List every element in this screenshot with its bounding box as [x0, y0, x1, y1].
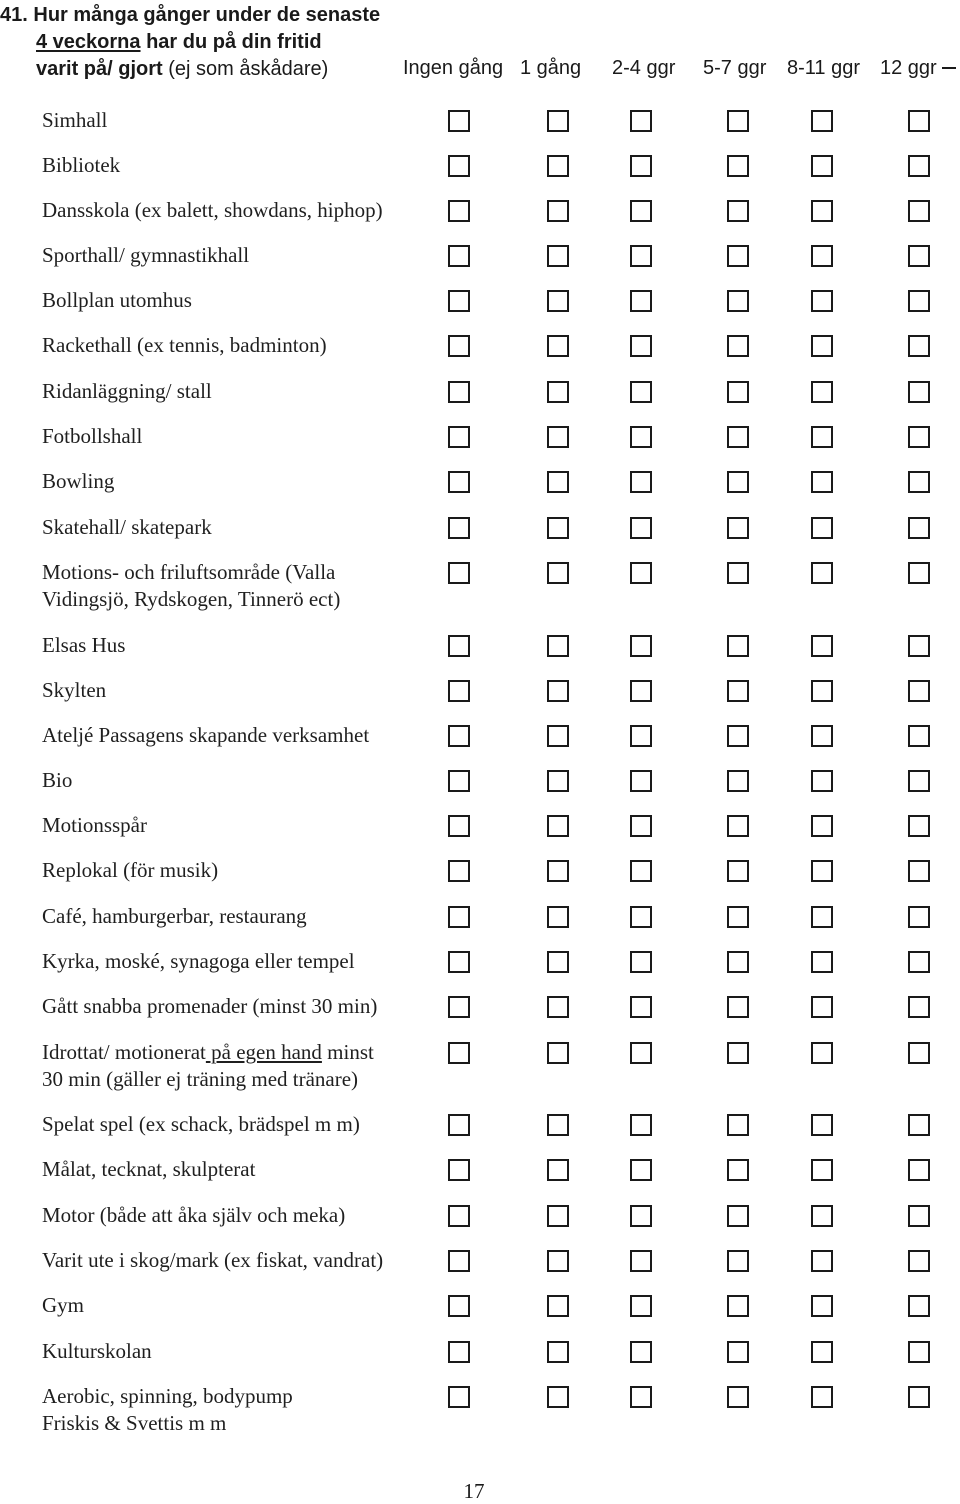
answer-checkbox-col-4[interactable]	[811, 906, 833, 928]
answer-checkbox-col-5[interactable]	[908, 471, 930, 493]
answer-checkbox-col-0[interactable]	[448, 1042, 470, 1064]
answer-checkbox-col-3[interactable]	[727, 1250, 749, 1272]
answer-checkbox-col-2[interactable]	[630, 562, 652, 584]
answer-checkbox-col-0[interactable]	[448, 517, 470, 539]
activity-label-text: Simhall	[42, 108, 108, 132]
answer-checkbox-col-0[interactable]	[448, 155, 470, 177]
activity-label-text: Motor (både att åka själv och meka)	[42, 1203, 346, 1227]
answer-checkbox-col-3[interactable]	[727, 290, 749, 312]
answer-checkbox-col-1[interactable]	[547, 1205, 569, 1227]
activity-label-line-2: 30 min (gäller ej träning med tränare)	[42, 1067, 359, 1091]
activity-label	[42, 812, 442, 839]
answer-checkbox-col-2[interactable]	[630, 906, 652, 928]
answer-checkbox-col-4[interactable]	[811, 770, 833, 792]
answer-checkbox-col-4[interactable]	[811, 517, 833, 539]
activity-label-text: Ateljé Passagens skapande verksamhet	[42, 723, 370, 747]
activity-label	[42, 1338, 442, 1365]
activity-label-emphasis: på egen hand	[205, 1040, 322, 1064]
answer-checkbox-col-4[interactable]	[811, 996, 833, 1018]
answer-checkbox-col-1[interactable]	[547, 770, 569, 792]
answer-checkbox-col-4[interactable]	[811, 562, 833, 584]
answer-checkbox-col-1[interactable]	[547, 471, 569, 493]
answer-checkbox-col-0[interactable]	[448, 815, 470, 837]
answer-checkbox-col-5[interactable]	[908, 381, 930, 403]
answer-checkbox-col-0[interactable]	[448, 635, 470, 657]
answer-checkbox-col-3[interactable]	[727, 155, 749, 177]
answer-checkbox-col-5[interactable]	[908, 290, 930, 312]
activity-label	[42, 1111, 442, 1138]
activity-label-text: Bowling	[42, 469, 115, 493]
answer-checkbox-col-4[interactable]	[811, 245, 833, 267]
activity-label	[42, 107, 442, 134]
answer-checkbox-col-1[interactable]	[547, 996, 569, 1018]
answer-checkbox-col-1[interactable]	[547, 1295, 569, 1317]
answer-checkbox-col-5[interactable]	[908, 1341, 930, 1363]
answer-checkbox-col-1[interactable]	[547, 335, 569, 357]
activity-label-text: Bibliotek	[42, 153, 121, 177]
answer-checkbox-col-1[interactable]	[547, 1250, 569, 1272]
answer-checkbox-col-2[interactable]	[630, 426, 652, 448]
answer-checkbox-col-1[interactable]	[547, 290, 569, 312]
page-number: 17	[463, 1479, 485, 1503]
answer-checkbox-col-2[interactable]	[630, 635, 652, 657]
activity-label-text: Målat, tecknat, skulpterat	[42, 1157, 256, 1181]
answer-checkbox-col-2[interactable]	[630, 770, 652, 792]
activity-label	[42, 767, 442, 794]
answer-checkbox-col-1[interactable]	[547, 906, 569, 928]
activity-label	[42, 1247, 442, 1274]
answer-checkbox-col-0[interactable]	[448, 860, 470, 882]
answer-checkbox-col-3[interactable]	[727, 860, 749, 882]
answer-checkbox-col-0[interactable]	[448, 725, 470, 747]
answer-checkbox-col-1[interactable]	[547, 517, 569, 539]
answer-checkbox-col-3[interactable]	[727, 110, 749, 132]
answer-checkbox-col-5[interactable]	[908, 770, 930, 792]
activity-label	[42, 559, 442, 613]
activity-label	[42, 722, 442, 749]
answer-checkbox-col-4[interactable]	[811, 1386, 833, 1408]
answer-checkbox-col-5[interactable]	[908, 1205, 930, 1227]
activity-label-text: Motionsspår	[42, 813, 147, 837]
answer-checkbox-col-3[interactable]	[727, 815, 749, 837]
activity-label-text: Kulturskolan	[42, 1339, 152, 1363]
answer-checkbox-col-5[interactable]	[908, 1295, 930, 1317]
activity-label-text: Kyrka, moské, synagoga eller tempel	[42, 949, 355, 973]
activity-label-text: Ridanläggning/ stall	[42, 379, 212, 403]
activity-label-text: Rackethall (ex tennis, badminton)	[42, 333, 327, 357]
answer-checkbox-col-5[interactable]	[908, 860, 930, 882]
answer-checkbox-col-5[interactable]	[908, 562, 930, 584]
activity-label-text: Idrottat/ motionerat	[42, 1040, 206, 1064]
answer-checkbox-col-1[interactable]	[547, 110, 569, 132]
answer-checkbox-col-3[interactable]	[727, 1114, 749, 1136]
answer-checkbox-col-4[interactable]	[811, 1159, 833, 1181]
answer-checkbox-col-0[interactable]	[448, 1341, 470, 1363]
answer-checkbox-col-1[interactable]	[547, 725, 569, 747]
activity-label-text: Aerobic, spinning, bodypump	[42, 1384, 293, 1408]
answer-checkbox-col-2[interactable]	[630, 815, 652, 837]
answer-checkbox-col-3[interactable]	[727, 680, 749, 702]
answer-checkbox-col-2[interactable]	[630, 245, 652, 267]
activity-label-line-2: Friskis & Svettis m m	[42, 1411, 227, 1435]
column-header-3: 5-7 ggr	[703, 57, 767, 79]
answer-checkbox-col-0[interactable]	[448, 381, 470, 403]
answer-checkbox-col-2[interactable]	[630, 471, 652, 493]
question-line-3	[36, 56, 328, 82]
answer-checkbox-col-2[interactable]	[630, 1341, 652, 1363]
answer-checkbox-col-2[interactable]	[630, 1386, 652, 1408]
answer-checkbox-col-1[interactable]	[547, 815, 569, 837]
answer-checkbox-col-2[interactable]	[630, 381, 652, 403]
column-header-5: 12 ggr	[880, 57, 937, 79]
answer-checkbox-col-0[interactable]	[448, 1250, 470, 1272]
answer-checkbox-col-0[interactable]	[448, 996, 470, 1018]
answer-checkbox-col-5[interactable]	[908, 245, 930, 267]
answer-checkbox-col-4[interactable]	[811, 335, 833, 357]
answer-checkbox-col-5[interactable]	[908, 1386, 930, 1408]
answer-checkbox-col-3[interactable]	[727, 200, 749, 222]
activity-label-line-2: Vidingsjö, Rydskogen, Tinnerö ect)	[42, 587, 341, 611]
activity-label	[42, 514, 442, 541]
answer-checkbox-col-1[interactable]	[547, 680, 569, 702]
answer-checkbox-col-4[interactable]	[811, 426, 833, 448]
answer-checkbox-col-0[interactable]	[448, 1205, 470, 1227]
activity-label-text: Motions- och friluftsområde (Valla	[42, 560, 336, 584]
activity-label	[42, 1383, 442, 1437]
question-line-2	[36, 29, 322, 55]
answer-checkbox-col-2[interactable]	[630, 1159, 652, 1181]
answer-checkbox-col-4[interactable]	[811, 951, 833, 973]
answer-checkbox-col-1[interactable]	[547, 155, 569, 177]
activity-label-text: Gym	[42, 1293, 84, 1317]
activity-label	[42, 677, 442, 704]
answer-checkbox-col-5[interactable]	[908, 1159, 930, 1181]
answer-checkbox-col-5[interactable]	[908, 426, 930, 448]
answer-checkbox-col-3[interactable]	[727, 906, 749, 928]
answer-checkbox-col-0[interactable]	[448, 1159, 470, 1181]
answer-checkbox-col-2[interactable]	[630, 1205, 652, 1227]
answer-checkbox-col-5[interactable]	[908, 155, 930, 177]
activity-label-text: Gått snabba promenader (minst 30 min)	[42, 994, 378, 1018]
activity-label-text: Café, hamburgerbar, restaurang	[42, 904, 307, 928]
answer-checkbox-col-3[interactable]	[727, 245, 749, 267]
answer-checkbox-col-3[interactable]	[727, 1386, 749, 1408]
answer-checkbox-col-0[interactable]	[448, 110, 470, 132]
column-header-1: 1 gång	[520, 57, 582, 79]
activity-label	[42, 857, 442, 884]
answer-checkbox-col-4[interactable]	[811, 1042, 833, 1064]
answer-checkbox-col-5[interactable]	[908, 1250, 930, 1272]
answer-checkbox-col-3[interactable]	[727, 1295, 749, 1317]
answer-checkbox-col-3[interactable]	[727, 1159, 749, 1181]
answer-checkbox-col-2[interactable]	[630, 110, 652, 132]
answer-checkbox-col-3[interactable]	[727, 381, 749, 403]
answer-checkbox-col-0[interactable]	[448, 770, 470, 792]
activity-label	[42, 993, 442, 1020]
answer-checkbox-col-5[interactable]	[908, 110, 930, 132]
answer-checkbox-col-0[interactable]	[448, 906, 470, 928]
answer-checkbox-col-0[interactable]	[448, 426, 470, 448]
activity-label-text: Fotbollshall	[42, 424, 143, 448]
answer-checkbox-col-3[interactable]	[727, 951, 749, 973]
answer-checkbox-col-4[interactable]	[811, 1114, 833, 1136]
activity-label	[42, 1039, 442, 1093]
answer-checkbox-col-5[interactable]	[908, 906, 930, 928]
activity-label	[42, 332, 442, 359]
answer-checkbox-col-2[interactable]	[630, 951, 652, 973]
answer-checkbox-col-3[interactable]	[727, 1341, 749, 1363]
answer-checkbox-col-5[interactable]	[908, 996, 930, 1018]
answer-checkbox-col-0[interactable]	[448, 951, 470, 973]
answer-checkbox-col-0[interactable]	[448, 1386, 470, 1408]
answer-checkbox-col-3[interactable]	[727, 517, 749, 539]
answer-checkbox-col-0[interactable]	[448, 1295, 470, 1317]
answer-checkbox-col-5[interactable]	[908, 1042, 930, 1064]
question-number: 41.	[0, 4, 28, 26]
answer-checkbox-col-5[interactable]	[908, 951, 930, 973]
answer-checkbox-col-5[interactable]	[908, 335, 930, 357]
answer-checkbox-col-4[interactable]	[811, 815, 833, 837]
activity-label	[42, 152, 442, 179]
answer-checkbox-col-1[interactable]	[547, 951, 569, 973]
answer-checkbox-col-2[interactable]	[630, 725, 652, 747]
answer-checkbox-col-0[interactable]	[448, 245, 470, 267]
answer-checkbox-col-1[interactable]	[547, 426, 569, 448]
answer-checkbox-col-1[interactable]	[547, 381, 569, 403]
activity-label	[42, 468, 442, 495]
answer-checkbox-col-1[interactable]	[547, 562, 569, 584]
activity-label	[42, 903, 442, 930]
answer-checkbox-col-2[interactable]	[630, 517, 652, 539]
question-text-3: varit på/ gjort	[36, 58, 163, 80]
answer-checkbox-col-3[interactable]	[727, 335, 749, 357]
answer-checkbox-col-4[interactable]	[811, 725, 833, 747]
answer-checkbox-col-3[interactable]	[727, 1042, 749, 1064]
answer-checkbox-col-4[interactable]	[811, 155, 833, 177]
answer-checkbox-col-4[interactable]	[811, 471, 833, 493]
answer-checkbox-col-2[interactable]	[630, 335, 652, 357]
answer-checkbox-col-1[interactable]	[547, 245, 569, 267]
column-header-0: Ingen gång	[403, 57, 504, 79]
answer-checkbox-col-0[interactable]	[448, 290, 470, 312]
column-header-dash	[942, 67, 956, 69]
answer-checkbox-col-4[interactable]	[811, 1341, 833, 1363]
activity-label	[42, 423, 442, 450]
answer-checkbox-col-3[interactable]	[727, 562, 749, 584]
activity-label-text: Skylten	[42, 678, 107, 702]
question-line-1	[0, 2, 380, 28]
answer-checkbox-col-4[interactable]	[811, 1205, 833, 1227]
activity-label-text: Elsas Hus	[42, 633, 126, 657]
answer-checkbox-col-1[interactable]	[547, 200, 569, 222]
activity-label-text: Bollplan utomhus	[42, 288, 192, 312]
activity-label-text: Varit ute i skog/mark (ex fiskat, vandrat)	[42, 1248, 384, 1272]
answer-checkbox-col-4[interactable]	[811, 860, 833, 882]
activity-label-text: Replokal (för musik)	[42, 858, 219, 882]
answer-checkbox-col-2[interactable]	[630, 200, 652, 222]
answer-checkbox-col-2[interactable]	[630, 1250, 652, 1272]
activity-label-text: Skatehall/ skatepark	[42, 515, 212, 539]
answer-checkbox-col-5[interactable]	[908, 680, 930, 702]
activity-label	[42, 242, 442, 269]
answer-checkbox-col-5[interactable]	[908, 725, 930, 747]
answer-checkbox-col-1[interactable]	[547, 1159, 569, 1181]
activity-label-text: Spelat spel (ex schack, brädspel m m)	[42, 1112, 360, 1136]
activity-label-text: Bio	[42, 768, 73, 792]
answer-checkbox-col-3[interactable]	[727, 635, 749, 657]
answer-checkbox-col-1[interactable]	[547, 1341, 569, 1363]
answer-checkbox-col-5[interactable]	[908, 1114, 930, 1136]
column-header-4: 8-11 ggr	[787, 57, 861, 79]
activity-label	[42, 197, 442, 224]
answer-checkbox-col-5[interactable]	[908, 517, 930, 539]
activity-label	[42, 287, 442, 314]
question-text-2: har du på din fritid	[140, 31, 322, 53]
activity-label	[42, 1292, 442, 1319]
activity-label	[42, 632, 442, 659]
question-period: 4 veckorna	[36, 31, 141, 53]
answer-checkbox-col-4[interactable]	[811, 381, 833, 403]
answer-checkbox-col-4[interactable]	[811, 680, 833, 702]
answer-checkbox-col-0[interactable]	[448, 680, 470, 702]
answer-checkbox-col-5[interactable]	[908, 815, 930, 837]
answer-checkbox-col-0[interactable]	[448, 200, 470, 222]
answer-checkbox-col-1[interactable]	[547, 1042, 569, 1064]
answer-checkbox-col-0[interactable]	[448, 335, 470, 357]
answer-checkbox-col-3[interactable]	[727, 426, 749, 448]
answer-checkbox-col-2[interactable]	[630, 1295, 652, 1317]
answer-checkbox-col-4[interactable]	[811, 200, 833, 222]
answer-checkbox-col-3[interactable]	[727, 996, 749, 1018]
answer-checkbox-col-0[interactable]	[448, 1114, 470, 1136]
answer-checkbox-col-3[interactable]	[727, 725, 749, 747]
answer-checkbox-col-4[interactable]	[811, 1295, 833, 1317]
answer-checkbox-col-2[interactable]	[630, 155, 652, 177]
answer-checkbox-col-2[interactable]	[630, 290, 652, 312]
question-text-1: Hur många gånger under de senaste	[33, 4, 381, 26]
answer-checkbox-col-2[interactable]	[630, 860, 652, 882]
activity-label-text: Sporthall/ gymnastikhall	[42, 243, 250, 267]
answer-checkbox-col-3[interactable]	[727, 770, 749, 792]
answer-checkbox-col-2[interactable]	[630, 1042, 652, 1064]
answer-checkbox-col-1[interactable]	[547, 1386, 569, 1408]
answer-checkbox-col-2[interactable]	[630, 680, 652, 702]
answer-checkbox-col-1[interactable]	[547, 635, 569, 657]
activity-label-text: Dansskola (ex balett, showdans, hiphop)	[42, 198, 383, 222]
answer-checkbox-col-5[interactable]	[908, 635, 930, 657]
answer-checkbox-col-0[interactable]	[448, 562, 470, 584]
activity-label	[42, 378, 442, 405]
answer-checkbox-col-3[interactable]	[727, 471, 749, 493]
question-note: (ej som åskådare)	[162, 58, 329, 80]
answer-checkbox-col-0[interactable]	[448, 471, 470, 493]
column-header-2: 2-4 ggr	[612, 57, 676, 79]
answer-checkbox-col-2[interactable]	[630, 1114, 652, 1136]
activity-label	[42, 1156, 442, 1183]
answer-checkbox-col-4[interactable]	[811, 110, 833, 132]
answer-checkbox-col-4[interactable]	[811, 290, 833, 312]
activity-label	[42, 1202, 442, 1229]
answer-checkbox-col-3[interactable]	[727, 1205, 749, 1227]
activity-label-text-rest: minst	[321, 1040, 374, 1064]
answer-checkbox-col-4[interactable]	[811, 635, 833, 657]
answer-checkbox-col-1[interactable]	[547, 860, 569, 882]
answer-checkbox-col-2[interactable]	[630, 996, 652, 1018]
answer-checkbox-col-5[interactable]	[908, 200, 930, 222]
answer-checkbox-col-1[interactable]	[547, 1114, 569, 1136]
activity-label	[42, 948, 442, 975]
answer-checkbox-col-4[interactable]	[811, 1250, 833, 1272]
question-header	[0, 0, 960, 90]
